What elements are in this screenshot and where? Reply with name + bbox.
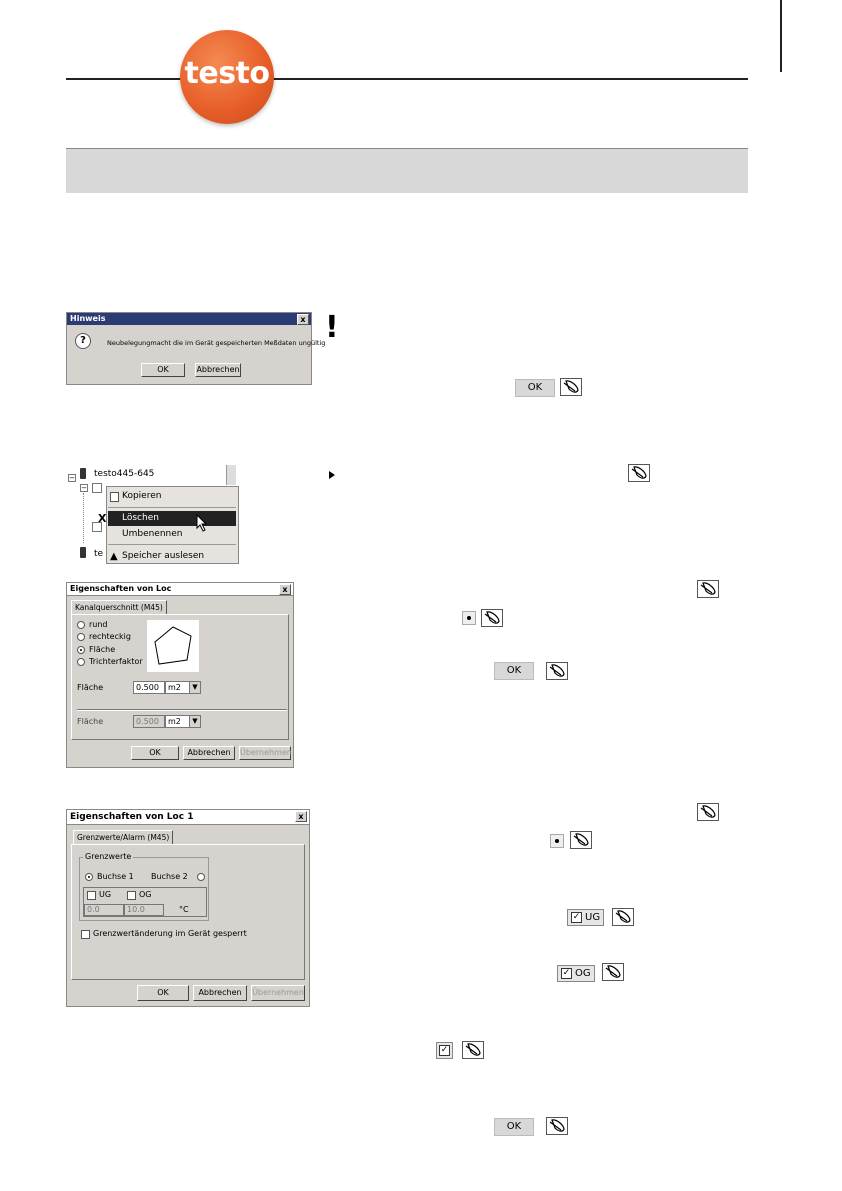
device-icon xyxy=(80,547,86,558)
properties-dialog-area xyxy=(66,582,294,768)
tree-line xyxy=(83,493,85,543)
menu-item-copy[interactable] xyxy=(108,489,236,504)
cancel-button[interactable]: Abbrechen xyxy=(195,363,241,377)
cursor-icon xyxy=(196,514,208,532)
section-header-bar xyxy=(66,148,748,193)
lock-limits-label: Grenzwertänderung im Gerät gesperrt xyxy=(93,929,247,938)
limits-dialog xyxy=(66,809,310,1007)
unit-label: °C xyxy=(179,905,189,914)
ok-button[interactable]: OK xyxy=(137,985,189,1001)
limits-group-label: Grenzwerte xyxy=(85,852,132,861)
menu-separator xyxy=(108,507,236,508)
ok-button[interactable]: OK xyxy=(131,746,179,760)
hinweis-titlebar xyxy=(67,313,311,325)
lock-checkbox-icon xyxy=(436,1042,453,1059)
og-icon-label: OG xyxy=(575,968,591,979)
divider xyxy=(77,709,287,711)
hinweis-message: Neubelegungmacht die im Gerät gespeicherten Meßdaten ungültig xyxy=(107,339,326,347)
area-unit-select[interactable] xyxy=(165,681,201,694)
testo-logo xyxy=(180,30,274,124)
radio-label: Trichterfaktor xyxy=(89,657,143,666)
radio-socket-2[interactable] xyxy=(197,873,205,881)
mouse-click-icon xyxy=(602,963,624,981)
ok-button-icon: OK xyxy=(494,662,534,680)
tree-device-label-2[interactable]: te xyxy=(94,549,104,559)
hinweis-dialog xyxy=(66,312,326,385)
menu-item-label: Umbenennen xyxy=(122,529,183,539)
check-icon: ✓ xyxy=(562,967,571,978)
folder-icon xyxy=(92,483,102,493)
radio-socket-1[interactable] xyxy=(85,873,93,881)
ok-button-icon: OK xyxy=(494,1118,534,1136)
mouse-click-icon xyxy=(697,580,719,598)
device-icon xyxy=(80,468,86,479)
radio-funnel-factor[interactable] xyxy=(77,658,85,666)
mouse-click-icon xyxy=(560,378,582,396)
area-unit-value: m2 xyxy=(168,683,181,692)
area-input[interactable]: 0.500 xyxy=(133,681,165,694)
properties-titlebar xyxy=(67,583,293,596)
mouse-click-icon xyxy=(481,609,503,627)
warning-exclamation: ! xyxy=(325,310,339,345)
menu-item-delete[interactable] xyxy=(98,511,236,526)
lock-limits-checkbox[interactable] xyxy=(81,930,90,939)
menu-separator xyxy=(108,544,236,545)
menu-item-label: Speicher auslesen xyxy=(122,551,205,561)
radio-selected-icon xyxy=(462,611,476,625)
area-unit-value: m2 xyxy=(168,717,181,726)
page-edge-mark xyxy=(780,0,782,72)
area-label-2: Fläche xyxy=(77,717,104,726)
limits-titlebar xyxy=(67,810,309,825)
apply-button[interactable]: Übernehmen xyxy=(251,985,305,1001)
header-rule-right xyxy=(272,78,748,80)
ug-icon-label: UG xyxy=(585,912,601,923)
radio-area[interactable] xyxy=(77,646,85,654)
check-icon: ✓ xyxy=(440,1044,449,1055)
copy-icon xyxy=(110,492,119,502)
radio-rectangular[interactable] xyxy=(77,633,85,641)
og-label: OG xyxy=(139,890,152,899)
ug-checkbox-icon xyxy=(567,909,604,926)
menu-item-read-memory[interactable] xyxy=(108,549,236,564)
menu-item-rename[interactable] xyxy=(108,527,236,542)
radio-label: rechteckig xyxy=(89,632,131,641)
check-icon: ✓ xyxy=(572,911,581,922)
header-rule-left xyxy=(66,78,182,80)
question-icon: ? xyxy=(75,333,91,349)
area-unit-select-2[interactable] xyxy=(165,715,201,728)
chevron-down-icon: ▼ xyxy=(189,716,200,727)
ok-button[interactable]: OK xyxy=(141,363,185,377)
mouse-click-icon xyxy=(462,1041,484,1059)
radio-round[interactable] xyxy=(77,621,85,629)
mouse-click-icon xyxy=(612,908,634,926)
og-value-field: 10.0 xyxy=(124,904,164,916)
close-icon[interactable]: x xyxy=(297,314,309,325)
area-input-2: 0.500 xyxy=(133,715,165,728)
socket-2-label: Buchse 2 xyxy=(151,872,188,881)
close-icon[interactable]: x xyxy=(279,584,291,595)
arrow-up-icon: ▲ xyxy=(110,551,118,562)
og-checkbox-icon xyxy=(557,965,595,982)
mouse-click-icon xyxy=(628,464,650,482)
mouse-click-icon xyxy=(570,831,592,849)
hinweis-title: Hinweis xyxy=(70,314,106,323)
mouse-click-icon xyxy=(697,803,719,821)
ug-checkbox[interactable] xyxy=(87,891,96,900)
socket-1-label: Buchse 1 xyxy=(97,872,134,881)
menu-item-label: Löschen xyxy=(122,513,159,523)
mouse-click-icon xyxy=(546,662,568,680)
ug-value-field: 0.0 xyxy=(84,904,124,916)
ug-label: UG xyxy=(99,890,112,899)
close-icon[interactable]: x xyxy=(295,811,307,822)
logo-text: testo xyxy=(184,56,270,91)
apply-button[interactable]: Übernehmen xyxy=(239,746,291,760)
radio-selected-icon xyxy=(550,834,564,848)
cancel-button[interactable]: Abbrechen xyxy=(193,985,247,1001)
area-shape-preview xyxy=(147,620,199,672)
menu-item-label: Kopieren xyxy=(122,491,162,501)
tab-limits-alarm[interactable]: Grenzwerte/Alarm (M45) xyxy=(73,830,173,844)
mouse-click-icon xyxy=(546,1117,568,1135)
scrollbar[interactable] xyxy=(226,465,236,485)
radio-label: Fläche xyxy=(89,645,116,654)
limits-title: Eigenschaften von Loc 1 xyxy=(70,812,194,822)
properties-title: Eigenschaften von Loc xyxy=(70,584,172,593)
tab-channel-section[interactable]: Kanalquerschnitt (M45) xyxy=(71,600,167,614)
cancel-button[interactable]: Abbrechen xyxy=(183,746,235,760)
area-label: Fläche xyxy=(77,683,104,692)
ok-button-icon: OK xyxy=(515,379,555,397)
chevron-down-icon: ▼ xyxy=(189,682,200,693)
og-checkbox[interactable] xyxy=(127,891,136,900)
delete-icon: X xyxy=(98,512,107,525)
tree-device-label[interactable]: testo445-645 xyxy=(94,469,155,479)
tree-expander-1[interactable]: − xyxy=(69,474,75,482)
tree-expander-2[interactable]: − xyxy=(81,484,87,492)
bullet-arrow-icon xyxy=(329,471,335,479)
radio-label: rund xyxy=(89,620,108,629)
